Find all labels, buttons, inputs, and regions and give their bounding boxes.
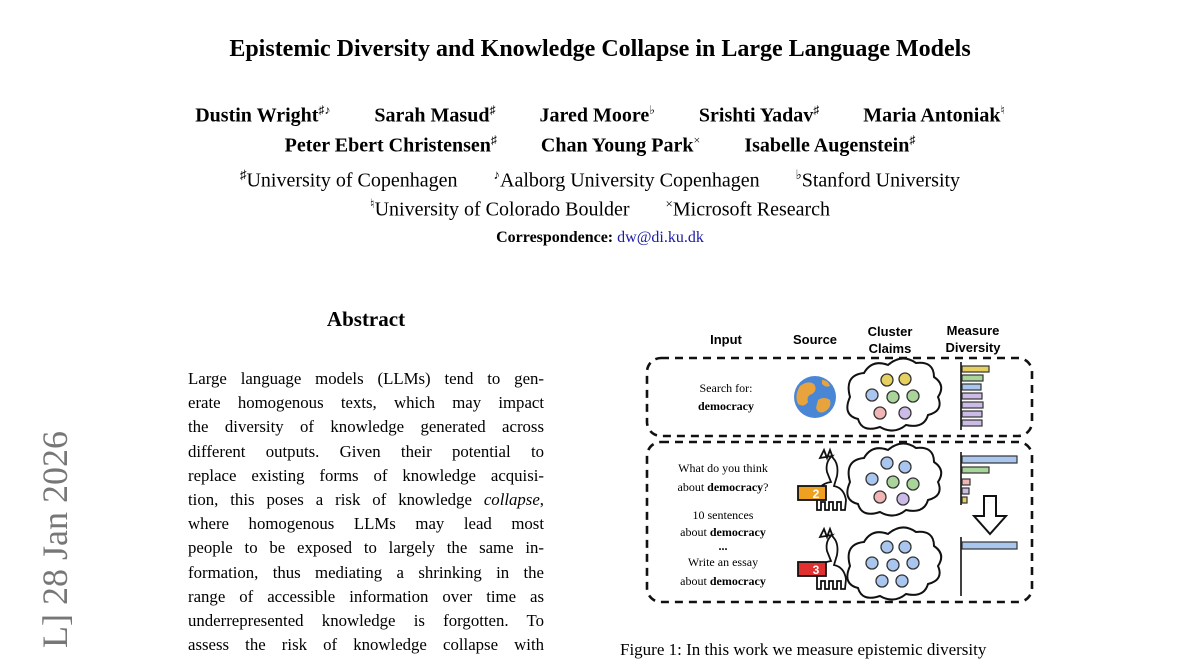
arxiv-stamp: L] 28 Jan 2026	[35, 431, 75, 648]
author-name: Chan Young Park×	[540, 133, 701, 157]
affiliation: ♮University of Colorado Boulder	[369, 196, 630, 221]
author-affiliation-mark: ♯	[909, 133, 916, 147]
prompt2-line1: 10 sentences	[692, 508, 754, 522]
affiliation-mark: ♭	[795, 167, 802, 182]
author-affiliation-mark: ♯	[489, 103, 496, 117]
affiliation-mark: ♪	[493, 167, 501, 182]
abstract-line: where homogenous LLMs may lead most	[188, 514, 544, 534]
paper-title: Epistemic Diversity and Knowledge Collapse in Large Language Models	[229, 36, 971, 62]
affiliations-line-2	[0, 196, 1200, 222]
author-affiliation-mark: ♯	[813, 103, 820, 117]
author-affiliation-mark: ×	[693, 133, 701, 147]
author-name: Dustin Wright♯♪	[195, 103, 331, 127]
header-measure-2: Diversity	[945, 340, 1001, 355]
author-affiliation-mark: ♯♪	[318, 103, 331, 117]
header-cluster-2: Claims	[868, 341, 912, 356]
affiliation: ♯University of Copenhagen	[239, 167, 458, 192]
correspondence-label: Correspondence:	[496, 229, 614, 246]
abstract-text	[188, 367, 544, 657]
abstract-line: formation, thus mediating a shrinking in the	[188, 562, 544, 582]
down-arrow-icon	[974, 496, 1006, 534]
abstract-line: different outputs. Given their potential to	[188, 441, 544, 461]
abstract-line: people to be exposed to largely the same in-	[188, 538, 544, 558]
abstract-title: Abstract	[326, 307, 406, 331]
author-name: Maria Antoniak♮	[863, 103, 1005, 127]
figure-caption: Figure 1: In this work we measure epistemic diversity	[620, 640, 987, 659]
llama-badge-1: 2	[812, 487, 820, 501]
search-keyword: democracy	[698, 399, 754, 413]
abstract-line: underrepresented knowledge is forgotten. To	[188, 611, 544, 631]
prompt1-line1: What do you think	[678, 461, 768, 475]
diversity-bars-search	[961, 362, 989, 430]
header-input: Input	[710, 332, 742, 347]
affiliation: ×Microsoft Research	[665, 196, 831, 221]
abstract-line: Large language models (LLMs) tend to gen-	[188, 369, 544, 388]
header-measure-1: Measure	[946, 323, 1000, 338]
affiliation-mark: ♮	[369, 196, 375, 211]
prompt3-line1: Write an essay	[687, 555, 759, 569]
prompt-ellipsis: ...	[718, 539, 728, 553]
abstract-line: assess the risk of knowledge collapse with	[188, 635, 544, 655]
figure-1	[640, 318, 1040, 618]
diversity-bars-collapsed	[961, 537, 1017, 596]
author-name: Sarah Masud♯	[374, 103, 496, 127]
correspondence-email[interactable]: dw@di.ku.dk	[617, 229, 704, 246]
abstract-line: tion, this poses a risk of knowledge collapse,	[188, 490, 544, 510]
author-name: Peter Ebert Christensen♯	[284, 133, 497, 157]
affiliation: ♭Stanford University	[795, 167, 961, 192]
affiliations-line-1	[0, 167, 1200, 193]
author-affiliation-mark: ♭	[649, 103, 655, 117]
affiliation-mark: ×	[665, 196, 673, 211]
abstract-line: erate homogenous texts, which may impact	[188, 393, 544, 413]
prompt1-line2: about democracy?	[677, 480, 769, 494]
abstract-line: replace existing forms of knowledge acquisi-	[188, 465, 544, 485]
globe-icon	[794, 376, 836, 418]
author-name: Jared Moore♭	[539, 103, 655, 127]
llama-icon-1	[798, 450, 846, 510]
search-prefix: Search for:	[699, 381, 753, 395]
affiliation-mark: ♯	[239, 167, 247, 182]
author-affiliation-mark: ♯	[490, 133, 497, 147]
abstract-line: the diversity of knowledge generated across	[188, 417, 544, 437]
authors-line-2	[0, 133, 1200, 158]
llama-icon-2	[798, 529, 846, 589]
claim-dots	[866, 373, 919, 587]
llama-badge-2: 3	[812, 563, 820, 577]
authors-line-1	[0, 103, 1200, 128]
abstract-line: range of accessible information over time as	[188, 586, 544, 606]
author-name: Isabelle Augenstein♯	[744, 133, 916, 157]
prompt2-line2: about democracy	[680, 525, 766, 539]
correspondence	[0, 229, 1200, 247]
header-source: Source	[792, 332, 838, 347]
affiliation: ♪Aalborg University Copenhagen	[493, 167, 760, 192]
prompt3-line2: about democracy	[680, 574, 766, 588]
author-affiliation-mark: ♮	[1000, 103, 1005, 117]
header-cluster-1: Cluster	[867, 324, 913, 339]
author-name: Srishti Yadav♯	[698, 103, 820, 127]
